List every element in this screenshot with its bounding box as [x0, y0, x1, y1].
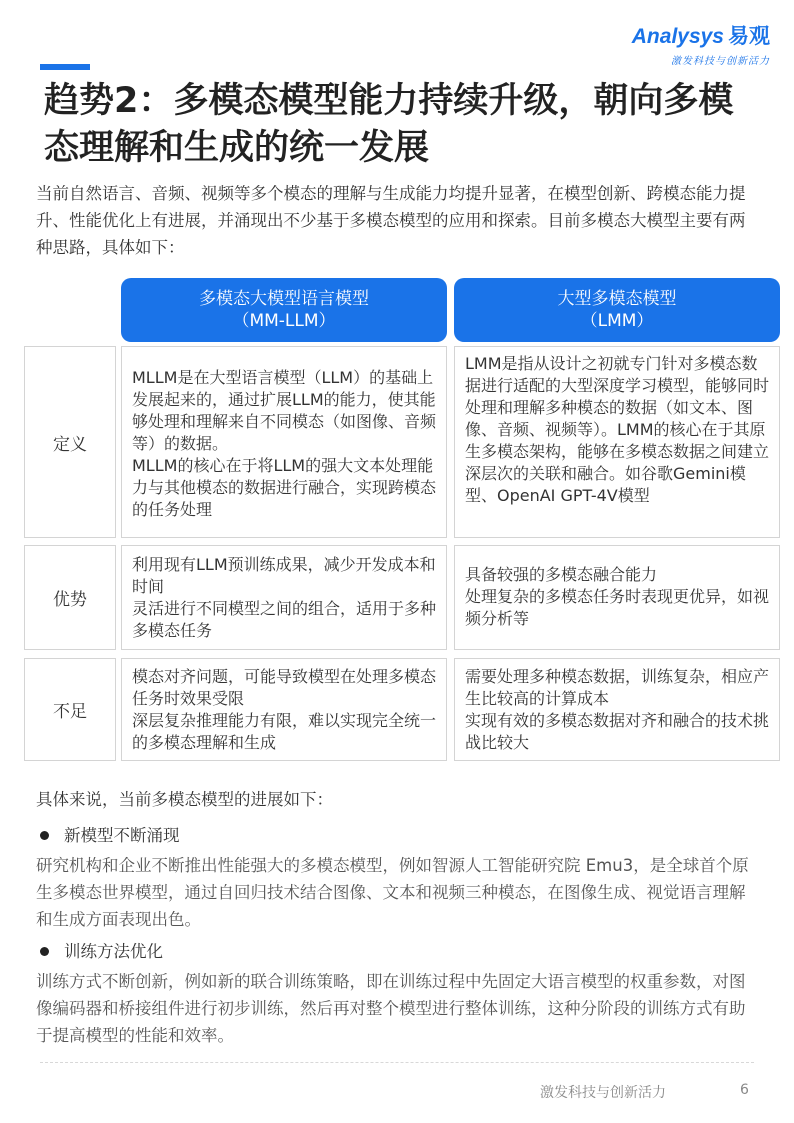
bullet-dot-icon [40, 947, 49, 956]
bullet-new-models-text: 研究机构和企业不断推出性能强大的多模态模型，例如智源人工智能研究院 Emu3，是全球首个原生多模态世界模型，通过自回归技术结合图像、文本和视频三种模态，在图像生成、视觉语言理解和生成方面表现出色。 [36, 856, 749, 929]
cell-advantages-lmm: 具备较强的多模态融合能力 处理复杂的多模态任务时表现更优异，如视频分析等 [454, 545, 780, 650]
footer-divider [40, 1062, 754, 1063]
row-label-advantages: 优势 [24, 545, 116, 650]
progress-subheading: 具体来说，当前多模态模型的进展如下： [36, 790, 333, 809]
row-label-limitations: 不足 [24, 658, 116, 761]
bullet-dot-icon [40, 831, 49, 840]
page-title: 趋势2：多模态模型能力持续升级，朝向多模态理解和生成的统一发展 [44, 81, 734, 168]
column-header-lmm: 大型多模态模型 （LMM） [454, 278, 780, 342]
cell-definition-lmm: LMM是指从设计之初就专门针对多模态数据进行适配的大型深度学习模型，能够同时处理和理解多种模态的数据（如文本、图像、音频、视频等）。LMM的核心在于其原生多模态架构，能够在多模态数据之间建立深层次的关联和融合。如谷歌Gemini模型、OpenAI GPT-4V模型 [454, 346, 780, 538]
cell-limitations-lmm: 需要处理多种模态数据，训练复杂，相应产生比较高的计算成本 实现有效的多模态数据对齐和融合的技术挑战比较大 [454, 658, 780, 761]
cell-limitations-mm-llm: 模态对齐问题，可能导致模型在处理多模态任务时效果受限 深层复杂推理能力有限，难以实现完全统一的多模态理解和生成 [121, 658, 447, 761]
cell-advantages-mm-llm: 利用现有LLM预训练成果，减少开发成本和时间 灵活进行不同模型之间的组合，适用于多种多模态任务 [121, 545, 447, 650]
footer-tagline: 激发科技与创新活力 [540, 1085, 666, 1101]
analysys-logo [610, 20, 770, 68]
page-number: 6 [740, 1082, 749, 1098]
bullet-new-models: 新模型不断涌现 [36, 822, 180, 846]
intro-paragraph: 当前自然语言、音频、视频等多个模态的理解与生成能力均提升显著，在模型创新、跨模态能力提升、性能优化上有进展，并涌现出不少基于多模态模型的应用和探索。目前多模态大模型主要有两种思路，具体如下： [36, 184, 746, 257]
bullet-training-methods: 训练方法优化 [36, 938, 163, 962]
logo-wordmark: Analysys 易观 [631, 25, 770, 48]
title-accent-bar [40, 64, 90, 70]
cell-definition-mm-llm: MLLM是在大型语言模型（LLM）的基础上发展起来的，通过扩展LLM的能力，使其能够处理和理解来自不同模态（如图像、音频等）的数据。 MLLM的核心在于将LLM的强大文本处理能力与其他模态的数据进行融合，实现跨模态的任务处理 [121, 346, 447, 538]
column-header-mm-llm: 多模态大模型语言模型 （MM-LLM） [121, 278, 447, 342]
row-label-definition: 定义 [24, 346, 116, 538]
logo-tagline: 激发科技与创新活力 [671, 56, 770, 67]
bullet-training-methods-text: 训练方式不断创新，例如新的联合训练策略，即在训练过程中先固定大语言模型的权重参数，对图像编码器和桥接组件进行初步训练，然后再对整个模型进行整体训练，这种分阶段的训练方式有助于提高模型的性能和效率。 [36, 972, 746, 1045]
